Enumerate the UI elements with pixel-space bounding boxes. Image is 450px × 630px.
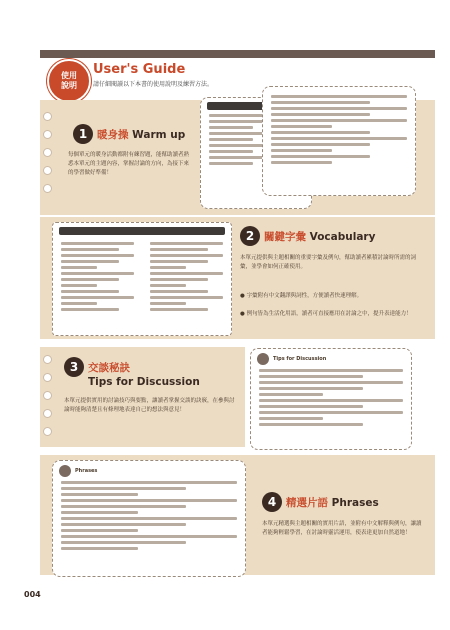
phrases-card-title: Phrases	[75, 468, 98, 474]
text-line	[150, 266, 186, 269]
warmup-title-zh: 暖身操	[97, 129, 129, 141]
text-line	[61, 481, 237, 484]
text-line	[259, 411, 403, 414]
badge-line-2: 說明	[61, 81, 77, 90]
text-line	[259, 387, 363, 390]
warmup-title	[97, 127, 185, 142]
text-line	[271, 119, 407, 122]
vocabulary-description: 本單元提供與主題相關的重要字彙及例句，幫助讀者累積討論時所需的詞彙，並學會如何正確使用。	[240, 255, 417, 270]
text-line	[61, 284, 97, 287]
bullet-text: 例句皆為生活化用語，讀者可直接應用在討論之中，提升表達能力！	[246, 311, 412, 317]
text-line	[61, 493, 138, 496]
vocabulary-title-en: Vocabulary	[309, 231, 376, 243]
warmup-title-en: Warm up	[132, 129, 186, 141]
vocabulary-bullet-1: ● 字彙附有中文翻譯與詞性，方便讀者快速理解。	[240, 293, 363, 299]
text-line	[61, 547, 138, 550]
text-line	[150, 260, 208, 263]
text-line	[209, 126, 253, 129]
text-line	[61, 278, 119, 281]
text-line	[61, 260, 119, 263]
phrases-example-card	[52, 460, 246, 577]
warmup-rings	[43, 112, 52, 193]
text-line	[271, 143, 370, 146]
vocabulary-example-card	[52, 222, 232, 336]
text-line	[150, 254, 223, 257]
text-line	[61, 529, 138, 532]
text-line	[61, 535, 237, 538]
text-line	[259, 375, 363, 378]
discussion-icon	[257, 353, 269, 365]
text-line	[61, 254, 134, 257]
text-line	[61, 266, 97, 269]
text-line	[150, 302, 186, 305]
page-number: 004	[24, 590, 41, 599]
text-line	[150, 278, 208, 281]
text-line	[61, 296, 134, 299]
text-line	[271, 101, 370, 104]
tips-rings	[43, 355, 52, 436]
tips-title-en: Tips for Discussion	[88, 376, 200, 388]
vocabulary-bullet-2: ● 例句皆為生活化用語，讀者可直接應用在討論之中，提升表達能力！	[240, 311, 412, 317]
text-line	[259, 423, 363, 426]
tips-title-zh: 交談秘訣	[88, 362, 130, 374]
badge-line-1: 使用	[61, 71, 77, 80]
text-line	[209, 162, 253, 165]
section-number-3: 3	[64, 357, 84, 377]
tips-example-card	[250, 348, 412, 450]
phrases-title-zh: 精選片語	[286, 497, 328, 509]
header-bar	[40, 50, 435, 58]
text-line	[259, 417, 323, 420]
text-line	[61, 242, 134, 245]
text-line	[259, 393, 323, 396]
text-line	[61, 302, 97, 305]
text-line	[61, 505, 186, 508]
text-line	[259, 381, 403, 384]
text-line	[259, 399, 403, 402]
text-line	[209, 138, 253, 141]
page-subtitle: 請仔細閱讀以下本書的使用說明及練習方法。	[93, 81, 214, 88]
text-line	[259, 369, 403, 372]
text-line	[271, 125, 332, 128]
warmup-answer-card	[262, 86, 416, 196]
text-line	[150, 308, 208, 311]
phrases-title-en: Phrases	[331, 497, 379, 509]
text-line	[259, 405, 363, 408]
text-line	[61, 248, 119, 251]
phrases-title	[286, 495, 379, 510]
text-line	[271, 137, 407, 140]
text-line	[271, 149, 332, 152]
text-line	[61, 541, 186, 544]
text-line	[150, 296, 223, 299]
phrases-icon	[59, 465, 71, 477]
text-line	[61, 517, 237, 520]
text-line	[150, 242, 223, 245]
vocabulary-title-zh: 關鍵字彙	[264, 231, 306, 243]
vocabulary-title	[264, 229, 375, 244]
tips-card-title: Tips for Discussion	[273, 356, 327, 362]
text-line	[150, 272, 223, 275]
text-line	[150, 248, 208, 251]
text-line	[61, 511, 138, 514]
text-line	[271, 95, 407, 98]
text-line	[271, 113, 370, 116]
text-line	[61, 523, 186, 526]
page-title: User's Guide	[93, 62, 186, 77]
text-line	[61, 487, 186, 490]
text-line	[209, 150, 253, 153]
text-line	[61, 499, 237, 502]
text-line	[61, 308, 119, 311]
tips-description: 本單元提供實用的討論技巧與要點，讓讀者掌握交談的訣竅，在參與討論時能夠清楚且有條理地表達自己的想法與意見！	[64, 398, 235, 413]
bullet-text: 字彙附有中文翻譯與詞性，方便讀者快速理解。	[246, 293, 363, 299]
text-line	[271, 155, 370, 158]
users-guide-badge	[47, 59, 91, 103]
section-number-1: 1	[73, 124, 93, 144]
text-line	[271, 107, 407, 110]
text-line	[150, 290, 208, 293]
phrases-description: 本單元精選與主題相關的實用片語，並附有中文解釋與例句，讓讀者能夠輕鬆學習，在討論時靈活運用，使表達更加自然道地！	[262, 521, 422, 536]
section-number-4: 4	[262, 492, 282, 512]
section-number-2: 2	[240, 226, 260, 246]
text-line	[61, 272, 134, 275]
text-line	[150, 284, 186, 287]
text-line	[271, 161, 332, 164]
warmup-description: 每個單元的暖身活動都附有練習題，能幫助讀者熟悉本單元的主題內容，掌握討論的方向，為接下來的學習做好準備！	[68, 152, 190, 176]
vocabulary-card-header	[59, 227, 225, 235]
text-line	[61, 290, 119, 293]
text-line	[271, 131, 370, 134]
